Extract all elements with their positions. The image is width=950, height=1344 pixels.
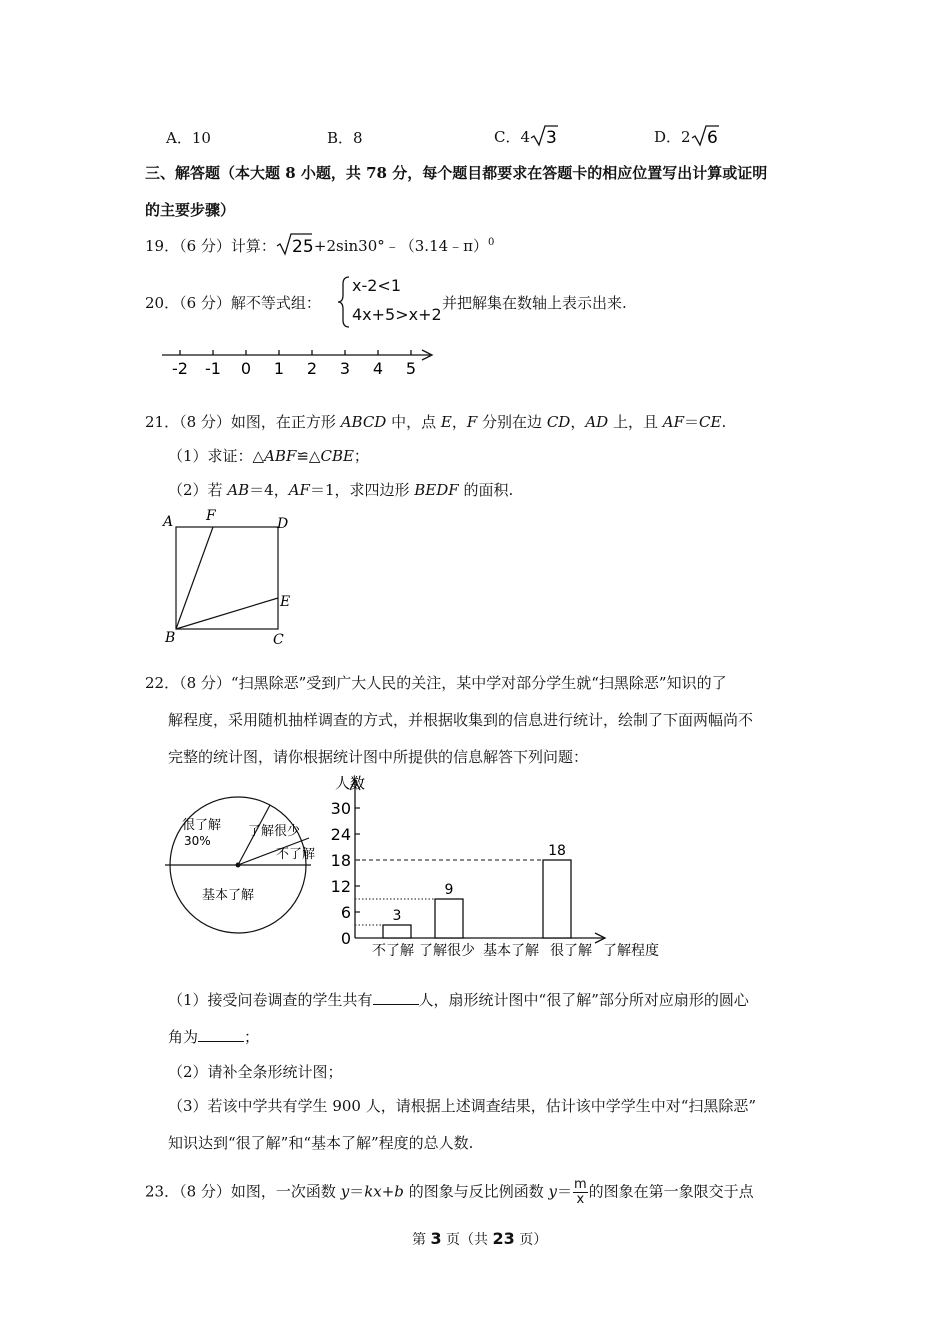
question-19 [145,232,494,258]
option-c [494,124,560,148]
math-var: AB [227,481,250,499]
pie-label-basic: 基本了解 [202,888,255,903]
label-c: C [273,632,284,648]
pie-label-very-pct: 30% [184,834,211,848]
pie-chart [160,795,320,945]
math-var: y [340,1182,350,1201]
left-brace [336,275,352,329]
x-category-label: 很了解 [550,943,592,959]
bar [543,860,571,938]
section-heading-line2: 的主要步骤） [145,201,236,219]
math-var: ABCD [340,413,387,431]
radicand: 6 [706,128,718,148]
label-a: A [163,514,174,530]
stem-text: （1）求证：△ [168,447,265,465]
label-d: D [277,516,289,532]
stem-text: 的图象与反比例函数 [403,1182,549,1201]
option-letter: C． [494,128,521,146]
pie-label-none: 不了解 [276,847,316,862]
question-22-sub2: （2）请补全条形统计图； [168,1063,343,1081]
question-stem: （6 分）解不等式组： [179,294,321,312]
math-var: BEDF [414,481,459,499]
option-letter: D． [654,128,682,146]
stem-text: （8 分）如图，在正方形 [179,413,341,431]
expression: +2sin30°﹣（3.14﹣π） [313,237,489,255]
footer-text: 页） [514,1232,548,1248]
number-line-label: -2 [172,359,188,378]
label-e: E [280,594,291,610]
number-line-label: 0 [240,359,252,378]
question-number: 20． [145,294,180,312]
question-20-stem [145,292,321,313]
segment-be [176,598,278,629]
stem-text: ； [244,1028,260,1046]
denominator: x [576,1192,585,1207]
footer-text: 页（共 [441,1232,493,1248]
radicand: 25 [291,237,314,257]
bar-data-label: 3 [392,908,402,924]
stem-text: ＝4， [249,481,289,499]
exponent: 0 [488,237,495,248]
option-letter: A． [166,129,192,147]
number-line-label: 4 [372,359,384,378]
question-number: 21． [145,413,180,431]
option-d [654,124,721,148]
math-var: AD [585,413,609,431]
stem-text: 的面积. [458,481,514,499]
numerator: m [573,1177,587,1192]
question-21-part1 [168,445,369,466]
stem-text: （1）接受问卷调查的学生共有 [168,991,373,1009]
footer-text: 第 [412,1232,431,1248]
math-var: kx+b [364,1182,404,1201]
stem-text: ＝ [556,1182,572,1201]
stem-text: ， [451,413,467,431]
stem-text: 分别在边 [477,413,547,431]
bar-data-label: 18 [548,843,566,859]
answer-blank[interactable] [373,990,419,1005]
stem-text: ≌△ [296,447,321,465]
segment-bf [176,527,213,629]
pie-label-very: 很了解 [182,818,222,833]
fraction-m-over-x [573,1178,588,1207]
page-total: 23 [492,1229,515,1248]
stem-text: ＝1，求四边形 [309,481,415,499]
math-var: E [440,413,452,431]
bar [435,899,463,938]
answer-blank[interactable] [198,1027,244,1042]
inequality-2: 4x+5>x+2 [352,305,442,324]
option-a [166,127,211,148]
question-22-line1: 22．（8 分）“扫黑除恶”受到广大人民的关注，某中学对部分学生就“扫黑除恶”知识的了 [145,674,727,692]
y-tick-label: 0 [340,929,351,948]
radical-sign [530,124,560,148]
stem-text: ， [570,413,586,431]
option-coef: 4 [520,128,531,146]
question-21-part2 [168,479,513,500]
question-22-sub3: （3）若该中学共有学生 900 人，请根据上述调查结果，估计该中学学生中对“扫黑除恶” [168,1097,757,1115]
y-tick-label: 30 [330,799,351,818]
radical-sign [276,232,314,258]
number-line-label: 1 [273,359,285,378]
stem-text: （8 分）如图，一次函数 [179,1182,341,1201]
x-axis-label: 了解程度 [603,943,659,959]
inequality-1: x-2<1 [352,276,402,295]
pie-label-little: 了解很少 [248,824,301,839]
number-line-label: 2 [306,359,318,378]
pie-center [236,863,241,868]
label-b: B [165,630,176,646]
stem-text: （2）若 [168,481,228,499]
question-22-line2: 解程度，采用随机抽样调查的方式，并根据收集到的信息进行统计，绘制了下面两幅尚不 [168,711,754,729]
number-line-label: -1 [205,359,221,378]
square-figure [160,506,300,650]
option-b [327,127,363,148]
stem-text: . [721,413,727,431]
question-number: 19． [145,237,180,255]
question-21-stem [145,411,726,432]
option-coef: 2 [681,128,691,146]
x-category-label: 不了解 [372,943,414,959]
y-axis-label: 人数 [335,774,366,792]
y-tick-label: 24 [330,825,351,844]
math-var: AF [662,413,684,431]
question-22-sub1 [168,989,749,1010]
math-var: y [548,1182,557,1201]
question-number: 23． [145,1182,180,1201]
math-var: CBE [320,447,354,465]
question-22-sub3-cont: 知识达到“很了解”和“基本了解”程度的总人数. [168,1134,474,1152]
math-var: CD [546,413,571,431]
number-line-label: 5 [405,359,417,378]
y-tick-label: 6 [340,903,351,922]
math-var: CE [699,413,722,431]
label-f: F [206,508,216,524]
question-20-rest: 并把解集在数轴上表示出来. [442,294,627,312]
option-value: 10 [191,129,211,147]
bar-chart [325,770,670,965]
y-tick-label: 18 [330,851,351,870]
stem-text: 上，且 [608,413,663,431]
stem-text: ＝ [349,1182,365,1201]
math-var: F [466,413,478,431]
radical-sign [691,124,721,148]
option-value: 8 [353,129,363,147]
x-category-label: 基本了解 [483,943,539,959]
bar-data-label: 9 [444,882,454,898]
page-number: 3 [430,1229,442,1248]
stem-text: ＝ [684,413,700,431]
number-line [160,340,440,382]
radicand: 3 [546,128,557,148]
stem-text: 人，扇形统计图中“很了解”部分所对应扇形的圆心 [418,991,749,1009]
page-footer [412,1229,547,1249]
question-23-stem [145,1178,754,1207]
question-22-line3: 完整的统计图，请你根据统计图中所提供的信息解答下列问题： [168,748,589,766]
stem-text: 角为 [168,1028,199,1046]
number-line-label: 3 [339,359,351,378]
question-stem: （6 分）计算： [179,237,276,255]
stem-text: 中，点 [386,413,441,431]
question-22-sub1-cont [168,1026,259,1047]
math-var: ABF [264,447,297,465]
stem-text: ； [353,447,369,465]
bar [383,925,411,938]
stem-text: 的图象在第一象限交于点 [588,1182,754,1201]
option-letter: B． [327,129,354,147]
section-heading-line1: 三、解答题（本大题 8 小题，共 78 分，每个题目都要求在答题卡的相应位置写出计算或证明 [145,164,768,182]
x-category-label: 了解很少 [419,943,475,959]
math-var: AF [288,481,310,499]
y-tick-label: 12 [330,877,351,896]
